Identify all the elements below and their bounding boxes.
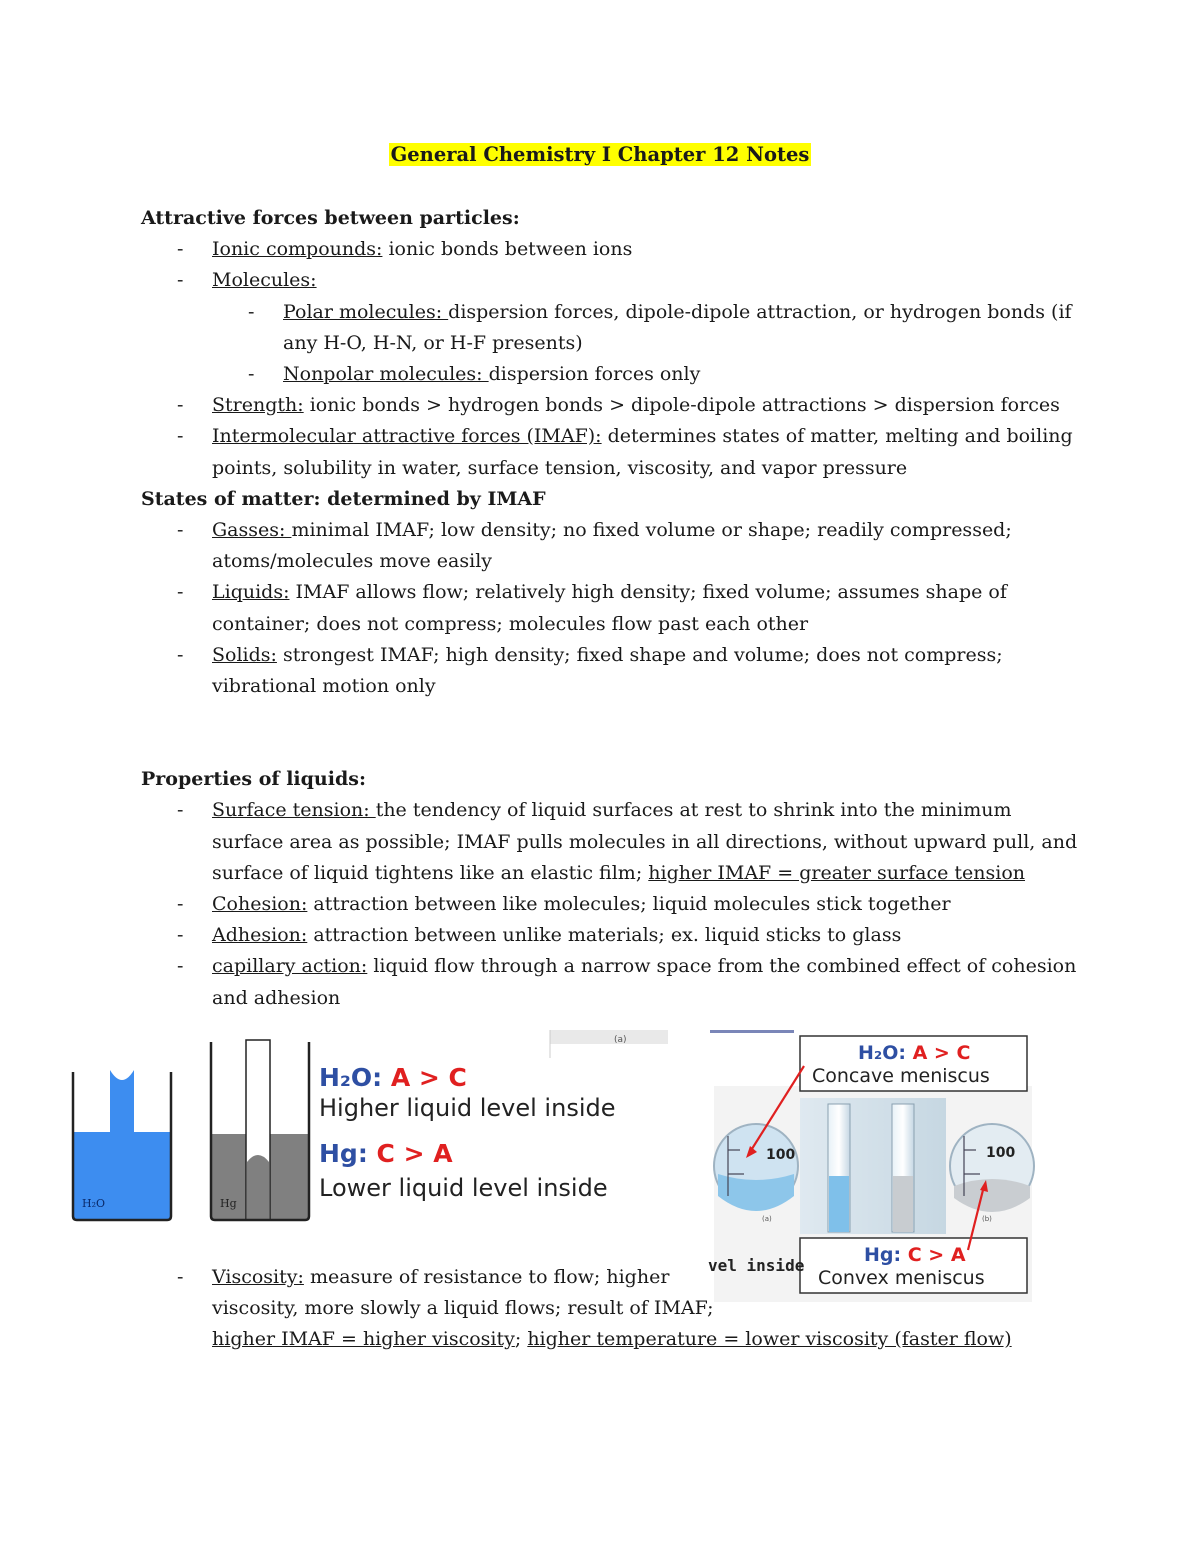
convex-rule: Hg: C > A — [864, 1244, 966, 1266]
concave-description: Concave meniscus — [812, 1065, 990, 1087]
list-item: - Solids: strongest IMAF; high density; fixed shape and volume; does not compress; vibrational motion only — [177, 643, 1003, 698]
concave-rule: H₂O: A > C — [858, 1042, 971, 1064]
list-item: - Liquids: IMAF allows flow; relatively high density; fixed volume; assumes shape of container; does not compress; molecules flow past each other — [177, 581, 1007, 635]
list-item: - Strength: ionic bonds > hydrogen bonds > dipole-dipole attractions > dispersion forces — [177, 394, 1060, 417]
list-item: - Gasses: minimal IMAF; low density; no fixed volume or shape; readily compressed; atoms/molecules move easily — [177, 519, 1012, 573]
list-item: - Surface tension: the tendency of liquid surfaces at rest to shrink into the minimum surface area as possible; IMAF pulls molecules in all directions, without upward pull, and surface of liquid tightens like an elastic film; higher IMAF = greater surface tension — [177, 799, 1078, 884]
list-item: - Ionic compounds: ionic bonds between ions — [177, 238, 633, 261]
page-title: General Chemistry I Chapter 12 Notes — [390, 143, 810, 166]
list-item: - Cohesion: attraction between like molecules; liquid molecules stick together — [177, 893, 951, 916]
notes-body — [141, 203, 1081, 1014]
hg-description: Lower liquid level inside — [319, 1174, 608, 1202]
cropped-fragment: vel inside — [708, 1256, 805, 1275]
heading-attractive: Attractive forces between particles: — [141, 207, 520, 229]
list-item: - capillary action: liquid flow through a narrow space from the combined effect of cohesion and adhesion — [177, 955, 1077, 1009]
list-item: - Molecules: — [177, 269, 317, 292]
scale-100-right: 100 — [986, 1145, 1016, 1161]
cropped-panel — [550, 1030, 668, 1044]
h2o-rule: H₂O: A > C — [319, 1063, 467, 1092]
hg-rule: Hg: C > A — [319, 1139, 453, 1168]
viscosity-block — [141, 1262, 1041, 1324]
water-label: H₂O — [82, 1197, 106, 1210]
heading-liquids: Properties of liquids: — [141, 768, 366, 791]
mercury-label: Hg — [220, 1197, 237, 1210]
list-item: - Nonpolar molecules: dispersion forces only — [248, 363, 701, 386]
list-item: - Intermolecular attractive forces (IMAF): determines states of matter, melting and boiling points, solubility in water, surface tension, viscosity, and vapor pressure — [177, 425, 1073, 479]
title-line — [0, 143, 1200, 166]
convex-description: Convex meniscus — [818, 1267, 985, 1289]
meniscus-figure — [700, 1026, 1035, 1302]
capillary-figure — [66, 1030, 686, 1230]
heading-states: States of matter: determined by IMAF — [141, 487, 546, 510]
mercury-beaker — [211, 1040, 309, 1220]
list-item: - Viscosity: measure of resistance to flow; higher viscosity, more slowly a liquid flows; result of IMAF; — [177, 1266, 714, 1320]
panel-b-label: (b) — [982, 1215, 992, 1223]
water-beaker — [73, 1070, 171, 1220]
panel-a-label: (a) — [762, 1215, 772, 1223]
list-item: - Adhesion: attraction between unlike materials; ex. liquid sticks to glass — [177, 924, 902, 947]
list-item: - Polar molecules: dispersion forces, dipole-dipole attraction, or hydrogen bonds (if any H-O, H-N, or H-F presents) — [248, 300, 1072, 354]
panel-label: (a) — [614, 1035, 627, 1045]
scale-100-left: 100 — [766, 1147, 796, 1163]
viscosity-tail: higher IMAF = higher viscosity; higher temperature = lower viscosity (faster flow) — [212, 1328, 1012, 1350]
h2o-description: Higher liquid level inside — [319, 1094, 616, 1122]
